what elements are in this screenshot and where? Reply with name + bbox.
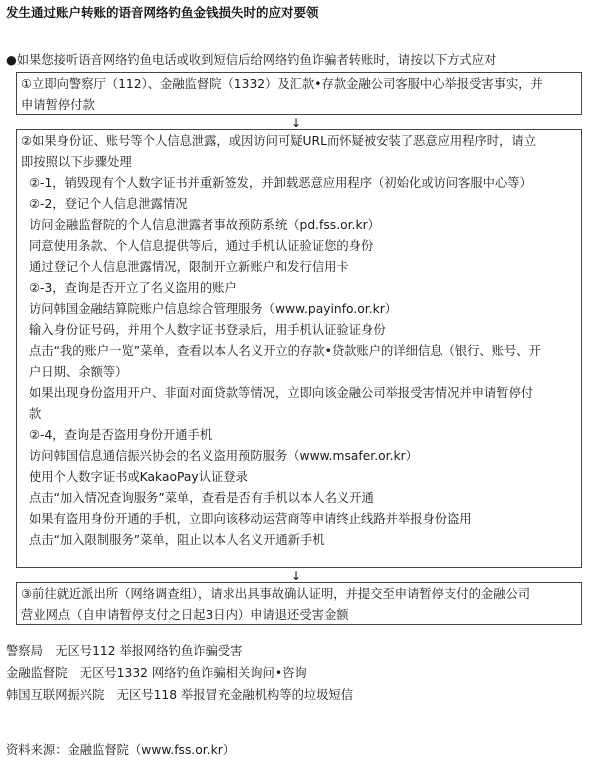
- step2-box: [16, 129, 582, 568]
- page-title: 发生通过账户转账的语音网络钓鱼金钱损失时的应对要领: [6, 5, 319, 20]
- step2-line-1: ②如果身份证、账号等个人信息泄露，或因访问可疑URL而怀疑被安装了恶意应用程序时，请立: [21, 134, 536, 148]
- step3-line-2: 营业网点（自申请暂停支付之日起3日内）申请退还受害金额: [21, 608, 349, 622]
- step2-item: 点击“加入情况查询服务”菜单，查看是否有手机以本人名义开通: [29, 491, 374, 505]
- step1-line-2: 申请暂停付款: [21, 98, 95, 112]
- step2-item: 同意使用条款、个人信息提供等后，通过手机认证验证您的身份: [29, 239, 374, 253]
- step2-item: 如果出现身份盗用开户、非面对面贷款等情况，立即向该金融公司举报受害情况并申请暂停付: [29, 386, 534, 400]
- down-arrow-icon: ↓: [291, 116, 302, 130]
- contact-fss: 金融监督院 无区号1332 网络钓鱼诈骗相关询问•咨询: [6, 666, 307, 680]
- step2-item: 如果有盗用身份开通的手机，立即向该移动运营商等申请终止线路并举报身份盗用: [29, 512, 472, 526]
- step2-item: 点击“我的账户一览”菜单，查看以本人名义开立的存款•贷款账户的详细信息（银行、账号、开: [29, 344, 541, 358]
- step2-item: 点击“加入限制服务”菜单，阻止以本人名义开通新手机: [29, 533, 325, 547]
- source-note: 资料来源：金融监督院（www.fss.or.kr）: [6, 743, 236, 757]
- step3-line-1: ③前往就近派出所（网络调查组），请求出具事故确认证明，并提交至申请暂停支付的金融公司: [21, 587, 531, 601]
- step2-item: ②-1，销毁现有个人数字证书并重新签发，并卸载恶意应用程序（初始化或访问客服中心等）: [29, 176, 532, 190]
- step2-item: 户日期、余额等）: [29, 365, 128, 379]
- step2-item: 款: [29, 407, 42, 421]
- step3-box: [16, 582, 582, 625]
- step2-item: ②-2，登记个人信息泄露情况: [29, 197, 188, 211]
- contact-kisa: 韩国互联网振兴院 无区号118 举报冒充金融机构等的垃圾短信: [6, 688, 354, 702]
- step1-line-1: ①立即向警察厅（112）、金融监督院（1332）及汇款•存款金融公司客服中心举报受害事实，并: [21, 77, 543, 91]
- step2-item: 访问韩国信息通信振兴协会的名义盗用预防服务（www.msafer.or.kr）: [29, 449, 418, 463]
- step2-item: ②-4，查询是否盗用身份开通手机: [29, 428, 213, 442]
- step2-item: 访问金融监督院的个人信息泄露者事故预防系统（pd.fss.or.kr）: [29, 218, 380, 232]
- step2-item: ②-3，查询是否开立了名义盗用的账户: [29, 281, 237, 295]
- down-arrow-icon: ↓: [291, 569, 302, 583]
- contact-list: [6, 640, 353, 706]
- step2-item: 输入身份证号码，并用个人数字证书登录后，用手机认证验证身份: [29, 323, 386, 337]
- step2-line-2: 即按照以下步骤处理: [21, 155, 132, 169]
- step2-item: 访问韩国金融结算院账户信息综合管理服务（www.payinfo.or.kr）: [29, 302, 398, 316]
- step2-item: 通过登记个人信息泄露情况，限制开立新账户和发行信用卡: [29, 260, 349, 274]
- contact-police: 警察局 无区号112 举报网络钓鱼诈骗受害: [6, 644, 243, 658]
- intro-text: ●如果您接听语音网络钓鱼电话或收到短信后给网络钓鱼诈骗者转账时，请按以下方式应对: [6, 53, 497, 67]
- step2-item: 使用个人数字证书或KakaoPay认证登录: [29, 470, 248, 484]
- step1-box: [16, 72, 582, 115]
